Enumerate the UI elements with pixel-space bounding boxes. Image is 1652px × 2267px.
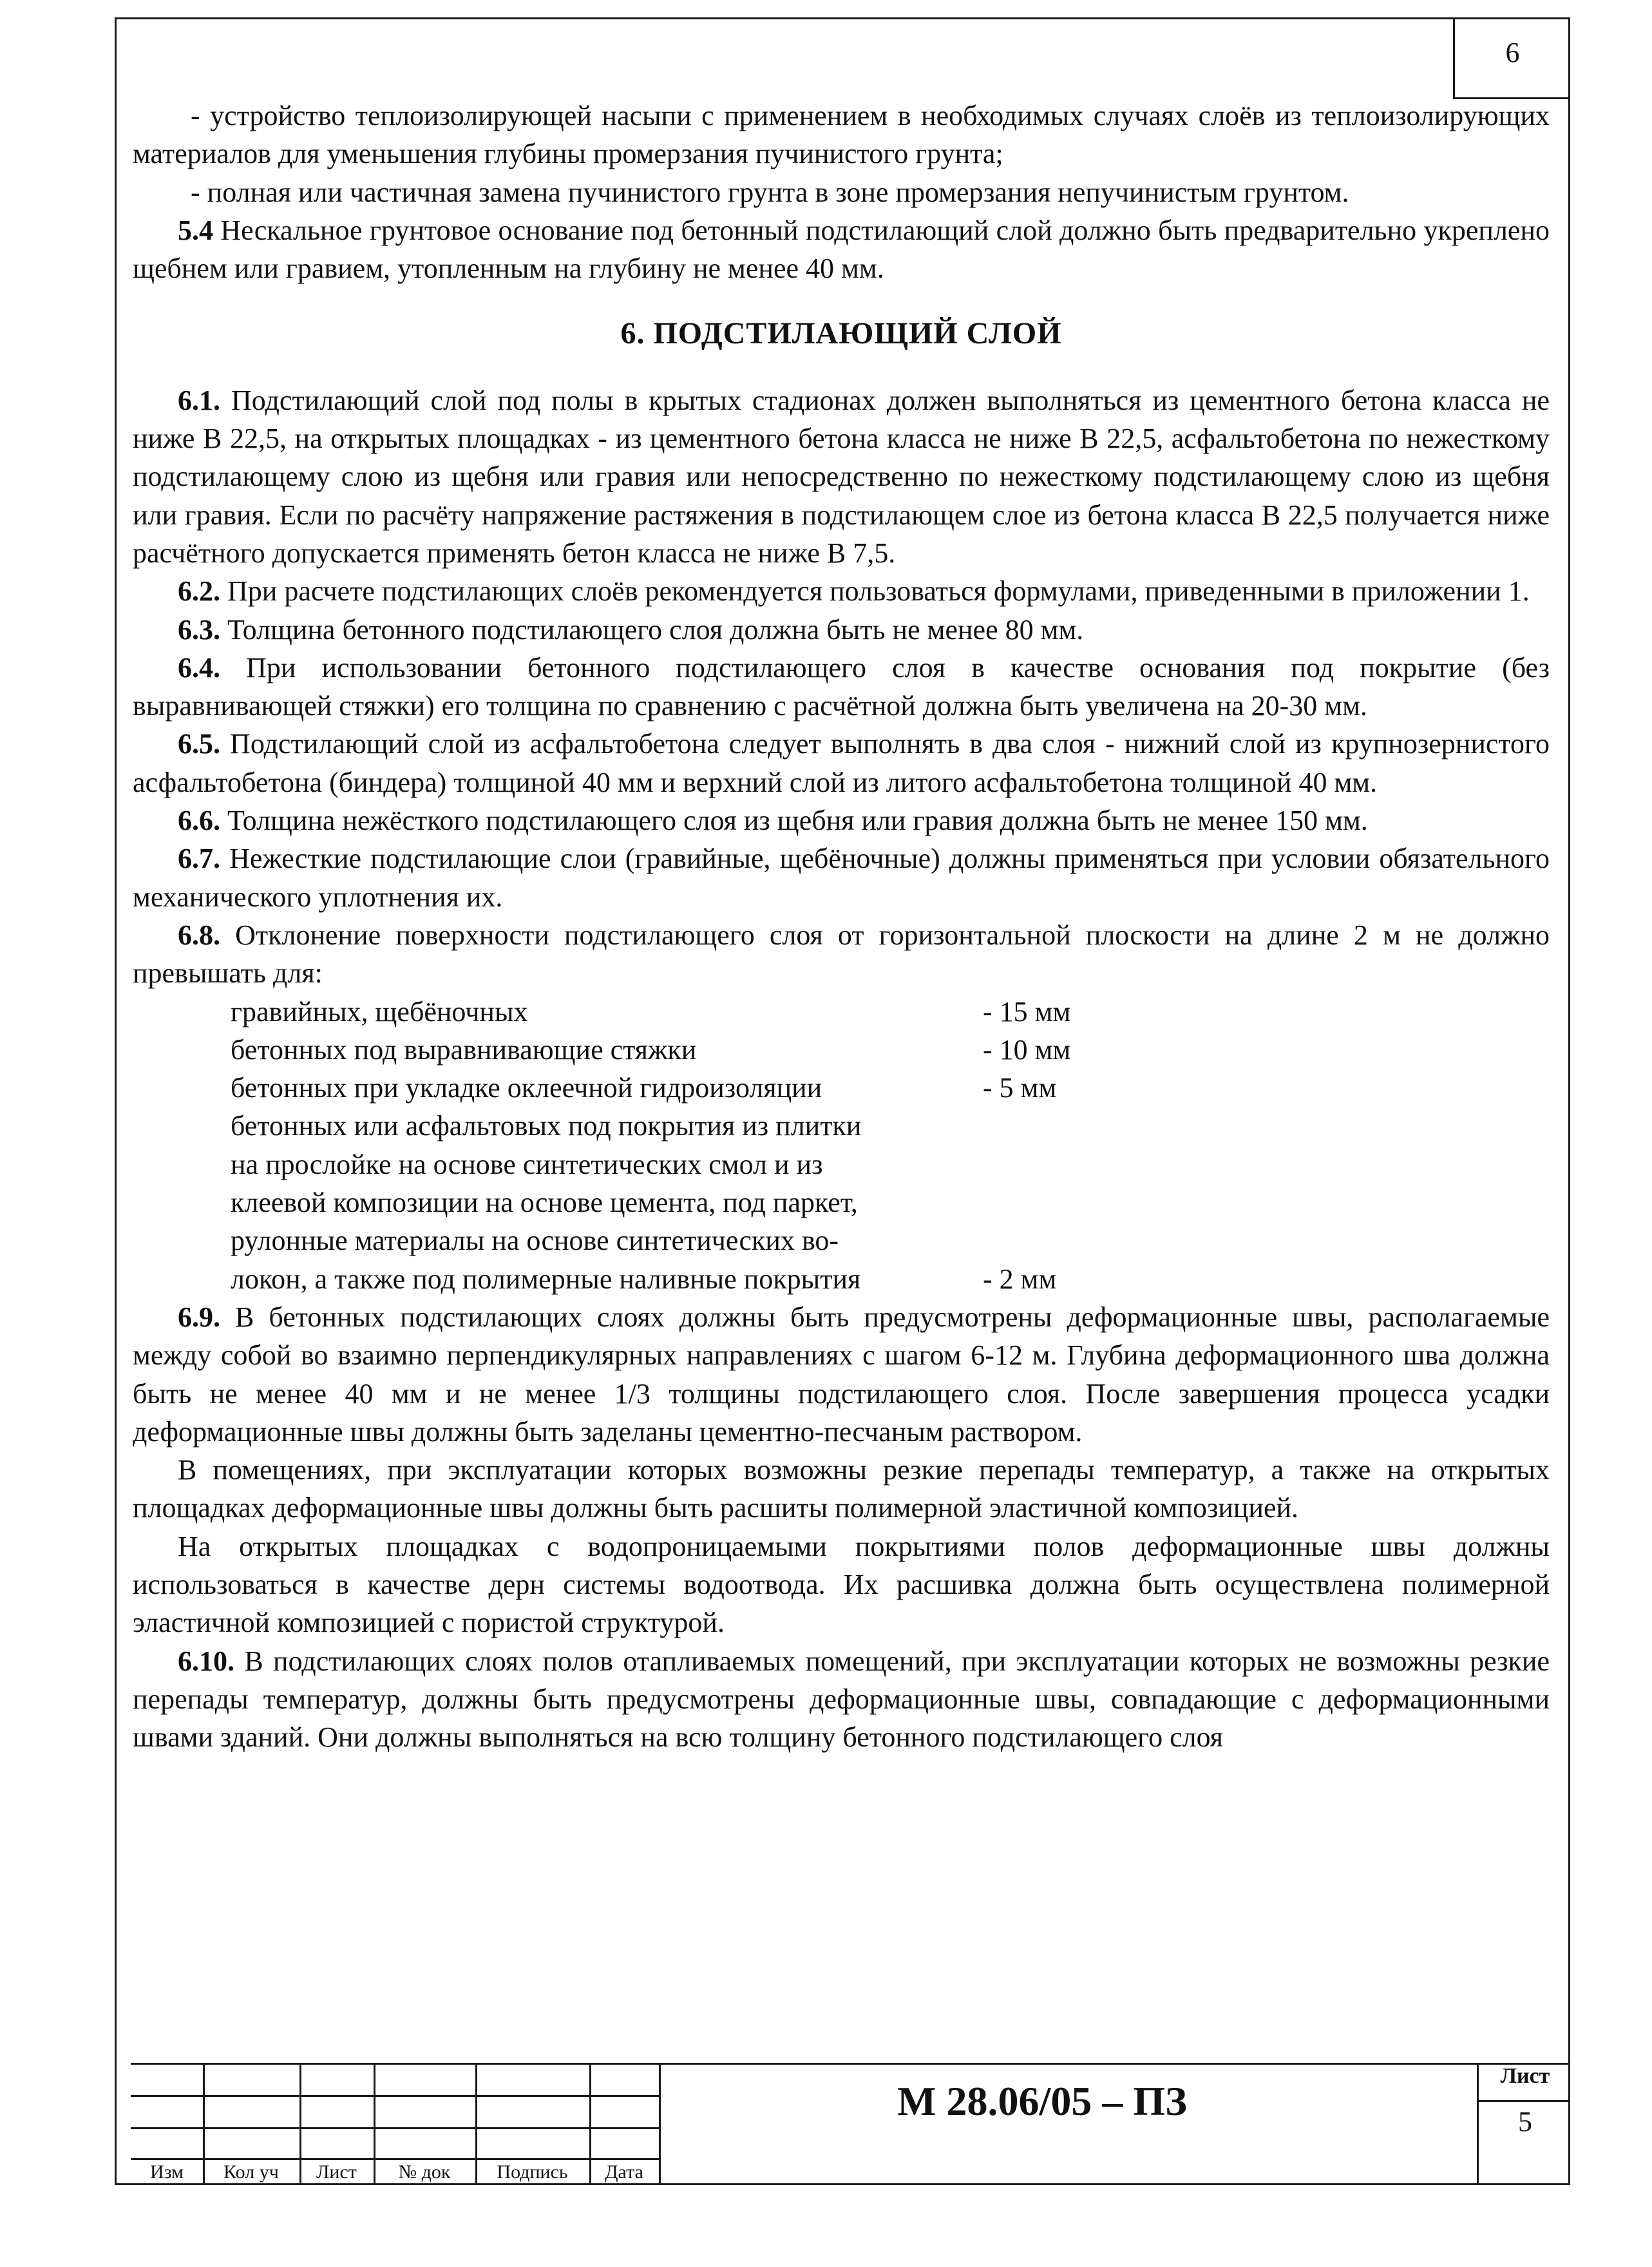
clause-text: Подстилающий слой из асфальтобетона следует выполнять в два слоя - нижний слой из крупнозернистого асфальтобетона (биндера) толщиной 40 мм и верхний слой из литого асфальтобетона толщиной 40 мм. [133,728,1550,798]
stamp-col-signature: Подпись [497,2161,568,2183]
paragraph-6-10 [133,1642,1550,1757]
deviation-value [983,1221,1176,1259]
clause-number: 6.9. [178,1301,220,1333]
stamp-col-date: Дата [605,2161,643,2183]
clause-text: При расчете подстилающих слоёв рекомендуется пользоваться формулами, приведенными в приложении 1. [220,575,1530,607]
clause-text: В бетонных подстилающих слоях должны быть предусмотрены деформационные швы, располагаемые между собой во взаимно перпендикулярных направлениях с шагом 6-12 м. Глубина деформационного шва должна быть не менее 40 мм и не менее 1/3 толщины подстилающего слоя. После завершения процесса усадки деформационные швы должны быть заделаны цементно-песчаным раствором. [133,1301,1550,1448]
sheet-label: Лист [1500,2064,1550,2088]
paragraph-6-7 [133,839,1550,916]
deviation-value [983,1183,1176,1221]
paragraph-6-9-a: В помещениях, при эксплуатации которых возможны резкие перепады температур, а также на открытых площадках деформационные швы должны быть расшиты полимерной эластичной композицией. [133,1454,1550,1524]
deviation-label: на прослойке на основе синтетических смол и из [231,1148,823,1180]
deviation-value [983,1145,1176,1183]
stamp-col-doc-no: № док [398,2161,451,2183]
deviation-label: рулонные материалы на основе синтетических во- [231,1225,839,1257]
paragraph-6-5 [133,725,1550,801]
deviation-row [133,1260,1550,1298]
stamp-line [1477,2100,1570,2102]
deviation-row [133,1221,1550,1259]
stamp-col-izm: Изм [149,2161,184,2183]
deviation-value: - 10 мм [983,1033,1071,1066]
clause-number: 6.5. [178,728,220,760]
clause-number: 6.10. [178,1645,234,1677]
document-body [133,97,1550,1756]
paragraph-5-4 [133,211,1550,288]
clause-text: Толщина бетонного подстилающего слоя должна быть не менее 80 мм. [220,613,1084,646]
deviation-row [133,1183,1550,1221]
paragraph-6-1 [133,381,1550,572]
deviation-label: гравийных, щебёночных [231,995,528,1028]
clause-text: При использовании бетонного подстилающего слоя в качестве основания под покрытие (без выравнивающей стяжки) его толщина по сравнению с расчётной должна быть увеличена на 20-30 мм. [133,651,1550,722]
paragraph-6-8 [133,916,1550,993]
deviation-value [983,1107,1176,1145]
paragraph-6-4 [133,649,1550,725]
clause-number: 6.2. [178,575,220,607]
clause-text: Нежесткие подстилающие слои (гравийные, щебёночные) должны применяться при условии обязательного механического уплотнения их. [133,843,1550,913]
stamp-col-list: Лист [316,2161,357,2183]
page-number-top: 6 [1453,17,1570,99]
stamp-line [131,2127,659,2129]
document-code: М 28.06/05 – ПЗ [897,2078,1187,2124]
clause-number: 6.4. [178,651,220,684]
deviation-row [133,1107,1550,1145]
paragraph-6-3 [133,611,1550,649]
deviation-label: клеевой композиции на основе цемента, под паркет, [231,1187,858,1219]
clause-number: 6.6. [178,805,220,837]
clause-text: Нескальное грунтовое основание под бетонный подстилающий слой должно быть предварительно укреплено щебнем или гравием, утопленным на глубину не менее 40 мм. [133,214,1550,285]
sheet-number: 5 [1518,2106,1532,2138]
deviation-row [133,993,1550,1031]
deviation-value: - 5 мм [983,1072,1057,1104]
clause-number: 6.7. [178,843,220,875]
clause-text: Подстилающий слой под полы в крытых стадионах должен выполняться из цементного бетона класса не ниже В 22,5, на открытых площадках - из цементного бетона класса не ниже В 22,5, асфальтобетона по нежесткому подстилающему слою из щебня или гравия или непосредственно по нежесткому подстилающему слою из щебня или гравия. Если по расчёту напряжение растяжения в подстилающем слое из бетона класса В 22,5 получается ниже расчётного допускается применять бетон класса не ниже В 7,5. [133,384,1550,569]
clause-text: Толщина нежёсткого подстилающего слоя из щебня или гравия должна быть не менее 150 мм. [220,805,1368,837]
deviation-row [133,1031,1550,1069]
paragraph-6-9 [133,1298,1550,1451]
paragraph-6-6 [133,801,1550,839]
clause-number: 6.3. [178,613,220,646]
paragraph-6-2 [133,572,1550,610]
clause-number: 6.1. [178,384,220,416]
title-block [131,2063,1570,2185]
stamp-line [1477,2063,1479,2185]
clause-text: Отклонение поверхности подстилающего слоя от горизонтальной плоскости на длине 2 м не должно превышать для: [133,919,1550,990]
paragraph-6-9-b: На открытых площадках с водопроницаемыми покрытиями полов деформационные швы должны использоваться в качестве дерн системы водоотвода. Их расшивка должна быть осуществлена полимерной эластичной композицией с пористой структурой. [133,1530,1550,1639]
deviation-value: - 15 мм [983,995,1071,1028]
deviation-row [133,1069,1550,1107]
deviation-list [133,993,1550,1298]
paragraph-list-dash-2: - полная или частичная замена пучинистого грунта в зоне промерзания непучинистым грунтом. [191,176,1349,208]
deviation-value: - 2 мм [983,1263,1057,1295]
stamp-col-kol-uch: Кол уч [223,2161,279,2183]
section-heading: 6. ПОДСТИЛАЮЩИЙ СЛОЙ [620,316,1062,351]
deviation-label: бетонных или асфальтовых под покрытия из плитки [231,1110,862,1142]
stamp-line [131,2095,659,2097]
clause-text: В подстилающих слоях полов отапливаемых помещений, при эксплуатации которых не возможны резкие перепады температур, должны быть предусмотрены деформационные швы, совпадающие с деформационными швами зданий. Они должны выполняться на всю толщину бетонного подстилающего слоя [133,1645,1550,1754]
clause-number: 5.4 [178,214,213,246]
deviation-row [133,1145,1550,1183]
deviation-label: бетонных под выравнивающие стяжки [231,1033,697,1066]
clause-number: 6.8. [178,919,220,951]
deviation-label: бетонных при укладке оклеечной гидроизоляции [231,1072,822,1104]
deviation-label: локон, а также под полимерные наливные покрытия [231,1263,861,1295]
paragraph-list-dash-1: - устройство теплоизолирующей насыпи с применением в необходимых случаях слоёв из теплоизолирующих материалов для уменьшения глубины промерзания пучинистого грунта; [133,100,1550,170]
